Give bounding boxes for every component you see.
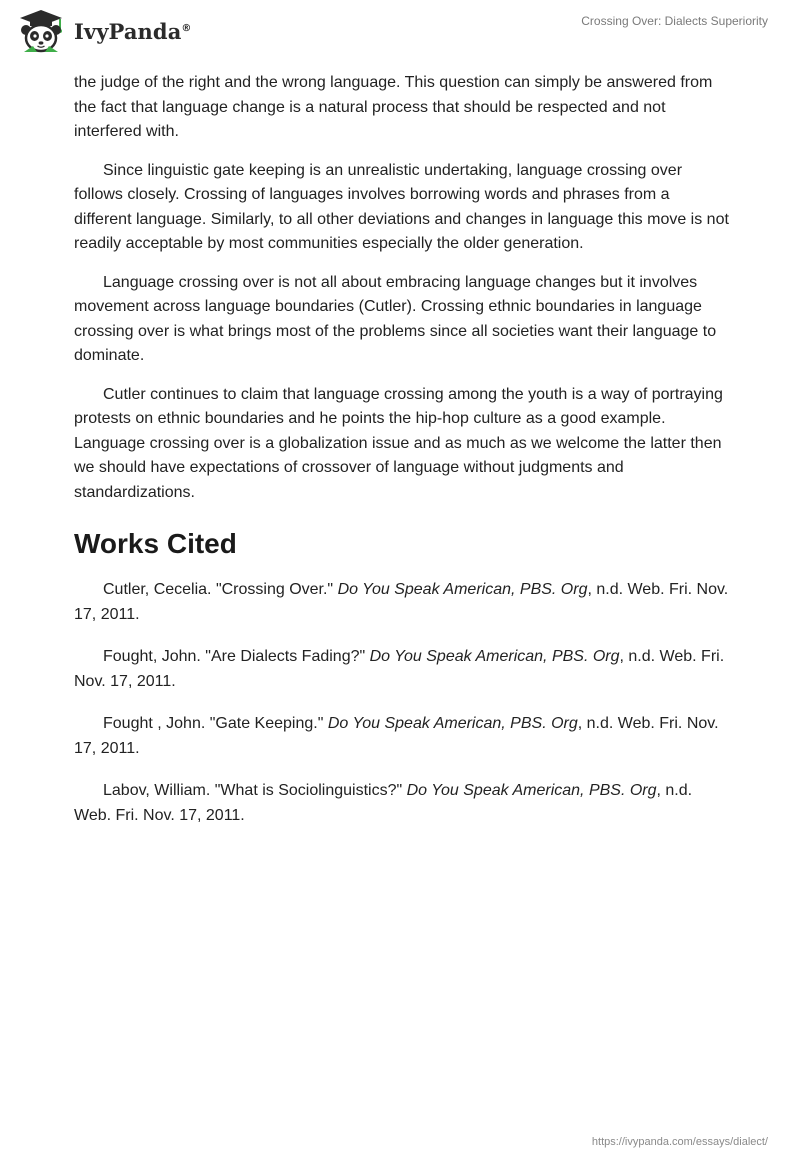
citation-details: , n.d. Web. Fri. Nov. 17, 2011. bbox=[74, 782, 693, 824]
citation-entry bbox=[74, 578, 730, 627]
essay-content bbox=[74, 71, 730, 846]
citation-source: Do You Speak American, PBS. Org bbox=[369, 648, 620, 665]
panda-graduate-icon bbox=[16, 8, 66, 54]
body-paragraph: Since linguistic gate keeping is an unrealistic undertaking, language crossing over follows closely. Crossing of languages involves borrowing words and phrases from a different language. Similarly, to all other deviations and changes in language this move is not readily acceptable by most communities especially the older generation. bbox=[74, 161, 729, 252]
citation-author-title: Fought, John. "Are Dialects Fading?" bbox=[103, 648, 370, 665]
citation-author-title: Labov, William. "What is Sociolinguistics?" bbox=[103, 782, 407, 799]
works-cited-heading: Works Cited bbox=[74, 528, 237, 559]
citation-details: , n.d. Web. Fri. Nov. 17, 2011. bbox=[74, 715, 719, 757]
citation-details: , n.d. Web. Fri. Nov. 17, 2011. bbox=[74, 648, 725, 690]
citation-source: Do You Speak American, PBS. Org bbox=[406, 782, 657, 799]
brand-logo[interactable] bbox=[16, 8, 192, 54]
body-paragraph: Language crossing over is not all about embracing language changes but it involves movement across language boundaries (Cutler). Crossing ethnic boundaries in language crossing over is what brings most of the problems since all societies want their language to dominate. bbox=[74, 273, 717, 364]
document-title: Crossing Over: Dialects Superiority bbox=[581, 14, 768, 28]
citation-author-title: Cutler, Cecelia. "Crossing Over." bbox=[103, 581, 338, 598]
citation-details: , n.d. Web. Fri. Nov. 17, 2011. bbox=[74, 581, 729, 623]
brand-name: IvyPanda® bbox=[74, 18, 192, 44]
citation-source: Do You Speak American, PBS. Org bbox=[327, 715, 578, 732]
source-url-link[interactable]: https://ivypanda.com/essays/dialect/ bbox=[591, 1136, 768, 1148]
citation-entry bbox=[74, 712, 730, 761]
citation-entry bbox=[74, 779, 730, 828]
body-paragraph: the judge of the right and the wrong language. This question can simply be answered from the fact that language change is a natural process that should be respected and not interfered with. bbox=[74, 74, 713, 140]
registered-mark: ® bbox=[181, 22, 192, 34]
citation-author-title: Fought , John. "Gate Keeping." bbox=[103, 715, 328, 732]
page-header bbox=[0, 0, 800, 64]
body-paragraph: Cutler continues to claim that language crossing among the youth is a way of portraying protests on ethnic boundaries and he points the hip-hop culture as a good example. Language crossing over is a globalization issue and as much as we welcome the latter then we should have expectations of crossover of language without judgments and standardizations. bbox=[74, 385, 723, 501]
citation-entry bbox=[74, 645, 730, 694]
citation-source: Do You Speak American, PBS. Org bbox=[337, 581, 588, 598]
